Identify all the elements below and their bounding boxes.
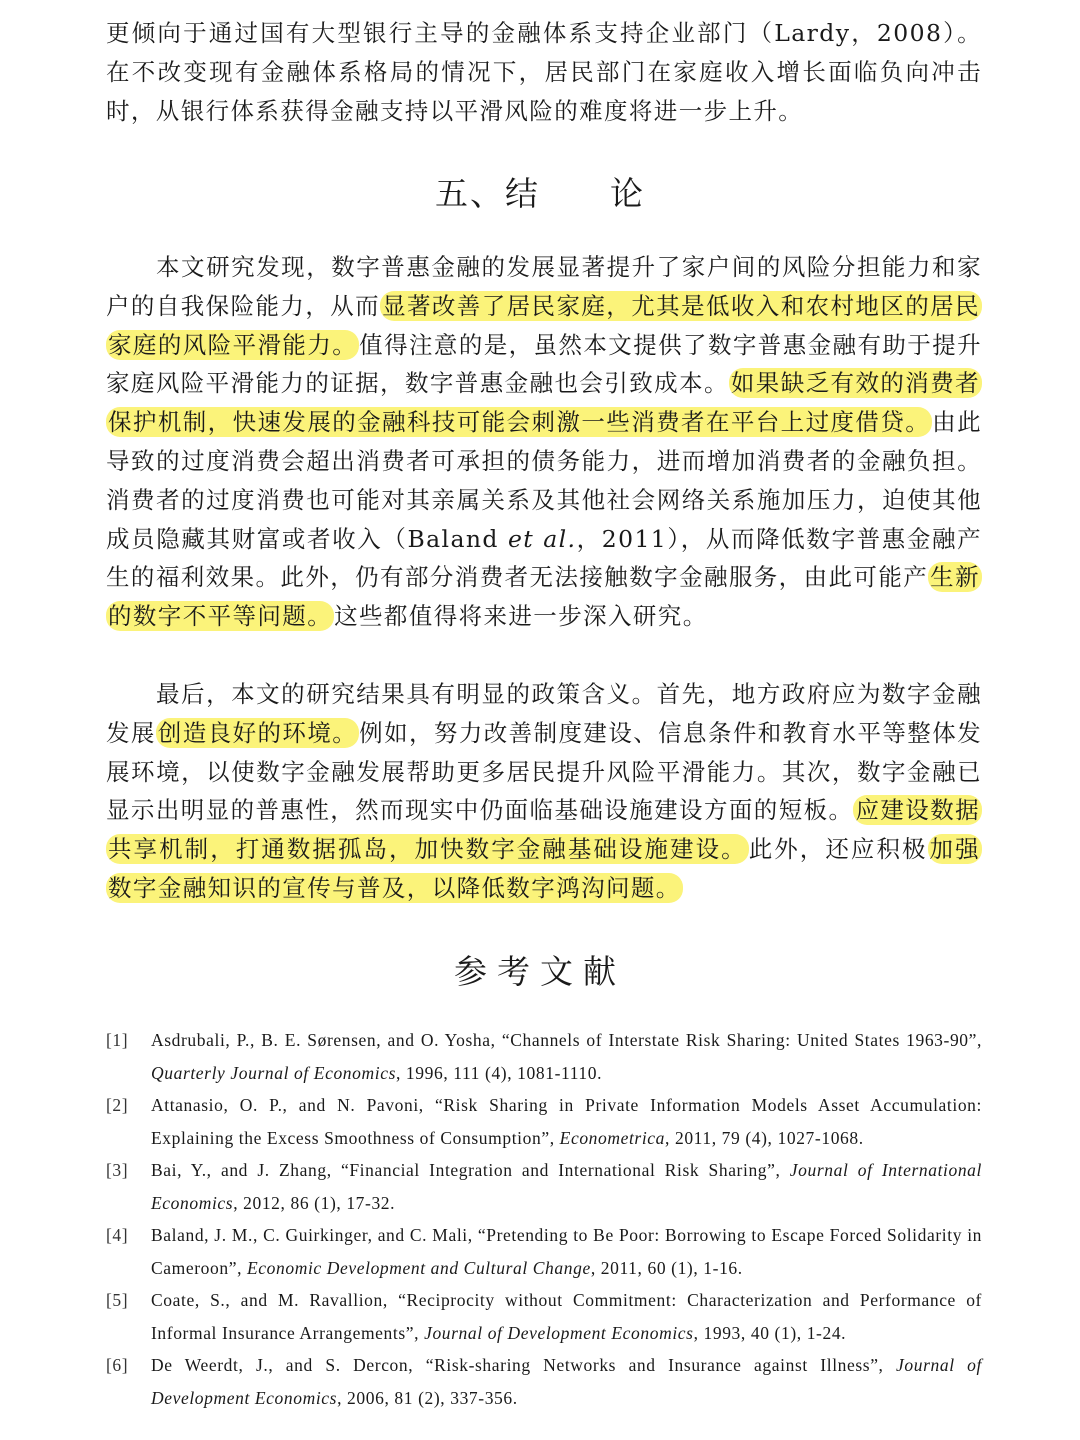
reference-details: , 2011, 79 (4), 1027-1068. bbox=[665, 1127, 864, 1148]
reference-journal: Journal of Development Economics bbox=[424, 1322, 694, 1343]
reference-item bbox=[106, 1089, 982, 1154]
highlighted-text: 创造良好的环境。 bbox=[157, 718, 358, 747]
reference-item bbox=[106, 1219, 982, 1284]
reference-item bbox=[106, 1154, 982, 1219]
body-text: 这些都值得将来进一步深入研究。 bbox=[334, 602, 708, 631]
references-heading: 参考文献 bbox=[454, 952, 626, 991]
section-heading-conclusion: 五、结 论 bbox=[435, 174, 645, 213]
reference-details: , 2006, 81 (2), 337-356. bbox=[337, 1387, 518, 1408]
reference-number: [3] bbox=[106, 1160, 129, 1180]
body-text: 例如，努力改善制度建设、信息条件和教育水平等整体发展环境，以使数字金融发展帮助更多居民提升风险平滑能力。其次，数字金融已显示出明显的普惠性，然而现实中仍面临基础设施建设方面的短板。 bbox=[106, 718, 983, 825]
reference-item bbox=[106, 1284, 982, 1349]
reference-authors-title: Bai, Y., and J. Zhang, “Financial Integration and International Risk Sharing”, bbox=[151, 1160, 790, 1180]
reference-authors-title: Baland, J. M., C. Guirkinger, and C. Mali, “Pretending to Be Poor: Borrowing to Escape Forced Solidarity in Cameroon”, bbox=[151, 1225, 982, 1278]
reference-details: , 2012, 86 (1), 17-32. bbox=[233, 1192, 396, 1213]
reference-journal: Economic Development and Cultural Change bbox=[247, 1257, 591, 1278]
highlighted-text: 显著改善了居民家庭，尤其是低收入和农村地区的居民家庭的风险平滑能力。 bbox=[108, 291, 980, 359]
body-text: 此外，还应积极 bbox=[748, 835, 928, 864]
reference-number: [2] bbox=[106, 1095, 129, 1115]
body-text: 值得注意的是，虽然本文提供了数字普惠金融有助于提升家庭风险平滑能力的证据，数字普惠金融也会引致成本。 bbox=[106, 330, 983, 398]
reference-details: , 1996, 111 (4), 1081-1110. bbox=[395, 1062, 603, 1083]
reference-details: , 2011, 60 (1), 1-16. bbox=[590, 1257, 743, 1278]
italic-text: et al. bbox=[507, 524, 577, 553]
reference-item bbox=[106, 1349, 982, 1414]
reference-authors-title: Coate, S., and M. Ravallion, “Reciprocity without Commitment: Characterization and Performance of Informal Insurance Arrangements”, bbox=[151, 1290, 982, 1343]
reference-number: [5] bbox=[106, 1290, 129, 1310]
reference-number: [6] bbox=[106, 1355, 129, 1375]
reference-journal: Journal of International Economics bbox=[151, 1160, 982, 1213]
reference-number: [4] bbox=[106, 1225, 129, 1245]
reference-journal: Quarterly Journal of Economics bbox=[151, 1062, 396, 1083]
reference-authors-title: Asdrubali, P., B. E. Sørensen, and O. Yosha, “Channels of Interstate Risk Sharing: United States 1963-90”, bbox=[151, 1030, 982, 1050]
highlighted-text: 如果缺乏有效的消费者保护机制，快速发展的金融科技可能会刺激一些消费者在平台上过度借贷。 bbox=[108, 369, 981, 437]
reference-journal: Econometrica bbox=[559, 1127, 666, 1148]
body-text: 由此导致的过度消费会超出消费者可承担的债务能力，进而增加消费者的金融负担。消费者的过度消费也可能对其亲属关系及其他社会网络关系施加压力，迫使其他成员隐藏其财富或者收入（Baland bbox=[106, 408, 982, 553]
references-list bbox=[106, 1024, 982, 1414]
reference-authors-title: De Weerdt, J., and S. Dercon, “Risk-sharing Networks and Insurance against Illness”, bbox=[151, 1355, 897, 1375]
highlighted-text: 生新的数字不平等问题。 bbox=[108, 563, 980, 631]
intro-paragraph: 更倾向于通过国有大型银行主导的金融体系支持企业部门（Lardy，2008）。在不改变现有金融体系格局的情况下，居民部门在家庭收入增长面临负向冲击时，从银行体系获得金融支持以平滑风险的难度将进一步上升。 bbox=[106, 19, 982, 125]
reference-number: [1] bbox=[106, 1030, 129, 1050]
reference-authors-title: Attanasio, O. P., and N. Pavoni, “Risk Sharing in Private Information Models Asset Accumulation: Explaining the Excess Smoothness of Consumption”, bbox=[151, 1095, 982, 1148]
reference-journal: Journal of Development Economics bbox=[151, 1355, 982, 1408]
reference-item bbox=[106, 1024, 982, 1089]
reference-details: , 1993, 40 (1), 1-24. bbox=[693, 1322, 847, 1343]
highlighted-text: 应建设数据共享机制，打通数据孤岛，加快数字金融基础设施建设。 bbox=[108, 796, 981, 864]
conclusion-paragraph-1 bbox=[106, 248, 982, 636]
body-text: 最后，本文的研究结果具有明显的政策含义。首先，地方政府应为数字金融发展 bbox=[106, 680, 982, 747]
body-text: 本文研究发现，数字普惠金融的发展显著提升了家户间的风险分担能力和家户的自我保险能力，从而 bbox=[106, 253, 982, 320]
conclusion-paragraph-2 bbox=[106, 675, 982, 908]
highlighted-text: 加强数字金融知识的宣传与普及，以降低数字鸿沟问题。 bbox=[108, 835, 980, 902]
body-text: ，2011），从而降低数字普惠金融产生的福利效果。此外，仍有部分消费者无法接触数字金融服务，由此可能产 bbox=[106, 524, 982, 592]
